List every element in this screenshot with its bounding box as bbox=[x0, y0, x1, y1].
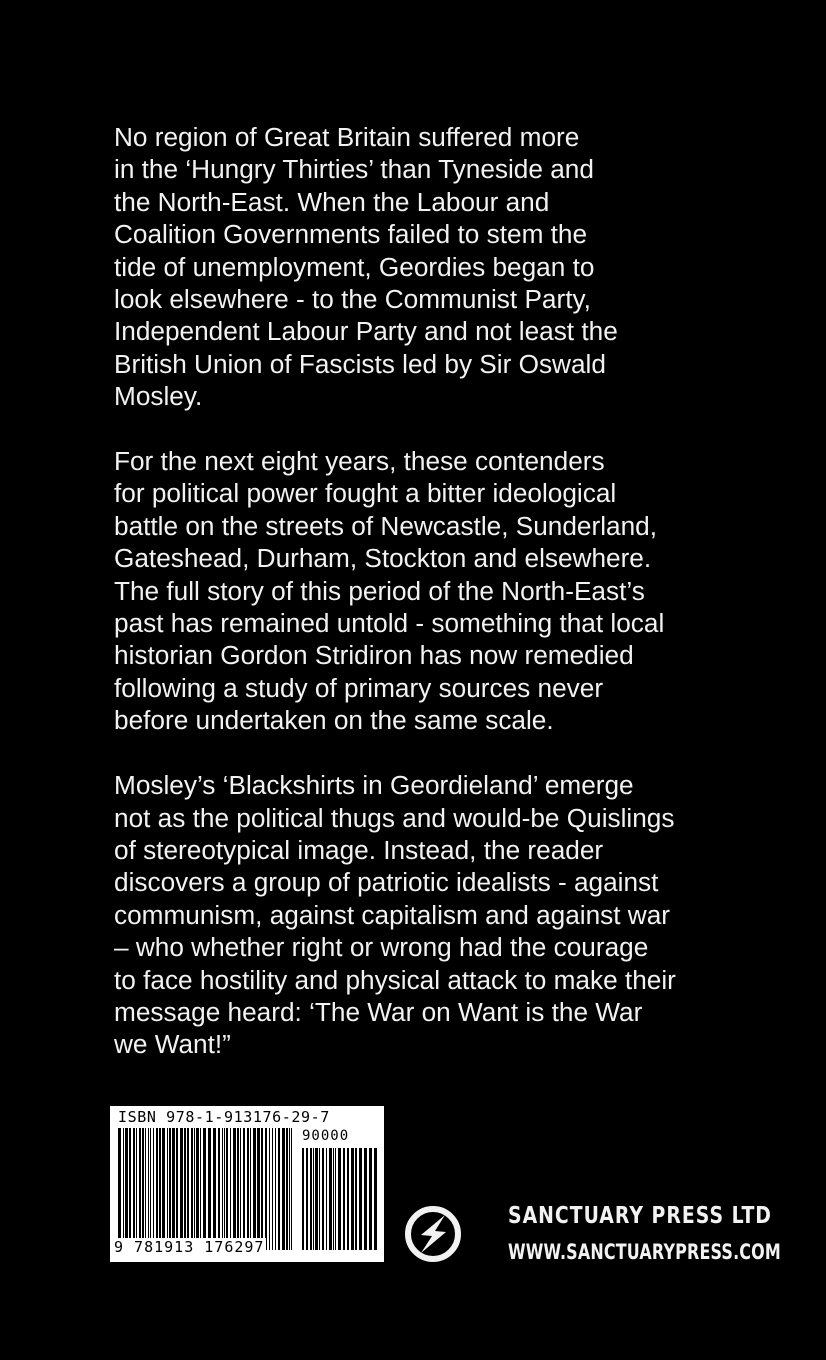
barcode-bars bbox=[116, 1128, 296, 1250]
isbn-label: ISBN 978-1-913176-29-7 bbox=[118, 1108, 330, 1126]
flash-and-circle-icon bbox=[404, 1205, 462, 1263]
price-addon-label: 90000 bbox=[302, 1128, 350, 1144]
blurb-paragraph-1: No region of Great Britain suffered more in the ‘Hungry Thirties’ than Tyneside and the North-East. When the Labour and Coalition Governments failed to stem the tide of unemployment, Geordies began to look elsewhere - to the Communist Party, Independent Labour Party and not least the British Union of Fascists led by Sir Oswald Mosley. bbox=[114, 122, 618, 412]
blurb-paragraph-3: Mosley’s ‘Blackshirts in Geordieland’ emerge not as the political thugs and would-be Quislings of stereotypical image. Instead, the reader discovers a group of patriotic idealists - against communism, against capitalism and against war – who whether right or wrong had the courage to face hostility and physical attack to make their message heard: ‘The War on Want is the War we Want!” bbox=[114, 770, 676, 1060]
blurb-text bbox=[114, 121, 794, 1093]
publisher-website: WWW.SANCTUARYPRESS.COM bbox=[508, 1240, 781, 1264]
publisher-name: SANCTUARY PRESS LTD bbox=[508, 1203, 772, 1229]
blurb-paragraph-2: For the next eight years, these contenders for political power fought a bitter ideological battle on the streets of Newcastle, Sunderland, Gateshead, Durham, Stockton and elsewhere. The full story of this period of the North-East’s past has remained untold - something that local historian Gordon Stridiron has now remedied following a study of primary sources never before undertaken on the same scale. bbox=[114, 446, 665, 736]
ean-digits: 9 781913 176297 bbox=[114, 1238, 265, 1256]
addon-barcode-bars bbox=[300, 1148, 380, 1250]
isbn-barcode bbox=[110, 1106, 384, 1262]
